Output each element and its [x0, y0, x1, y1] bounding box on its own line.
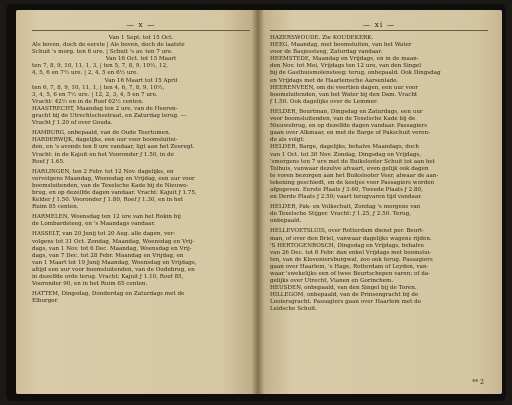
- text-line: Ruim 85 centen.: [32, 204, 79, 211]
- open-book: [16, 10, 502, 394]
- text-line: gracht bij de Utrechtschestraat, en Zaturdag terug. —: [32, 113, 187, 120]
- text-line: ƒ 1.50. Ook dagelijks over de Lemmer.: [270, 98, 378, 105]
- text-line: Vooronder 90, en in het Ruim 65 centen.: [32, 281, 148, 288]
- text-line: 'S HERTOGENBOSCH, Dingsdag en Vrijdags, behalve: [270, 242, 424, 249]
- text-line: Kelder ƒ 1.50. Vooronder ƒ 1.80, Roef ƒ 1.30, en in het: [32, 197, 184, 204]
- text-line: dags, van 1 Nov. tot 6 Dec. Maandag, Woensdag en Vrij-: [32, 245, 192, 252]
- right-page: [258, 10, 502, 394]
- text-line: Looiersgracht. Passagiers gaan over Haarlem met de: [270, 299, 422, 306]
- text-line: HATTEM, Dingsdag, Donderdag en Zaturdags met de: [32, 291, 185, 298]
- text-line: HELLEVOETSLUIS, over Rotterdam dienst per. Beurt-: [270, 228, 425, 235]
- text-line: Schuit 's morg. ten 6 ure. | Schuit 's av. ten 7 ure.: [32, 49, 173, 56]
- text-line: volgens tot 31 Oct. Zondag, Maandag, Woensdag en Vrij-: [32, 238, 195, 245]
- text-line: HEEMSTEDE, Maandag en Vrijdags, en in de maan-: [270, 56, 419, 63]
- right-page-text: [270, 35, 488, 314]
- text-line: Roef ƒ 1.65.: [32, 158, 65, 165]
- text-line: vervolgens Maandag, Woensdag en Vrijdag, een uur voor: [32, 175, 195, 182]
- text-line: HEEG, Maandag, met boomsluiten, van het Water: [270, 42, 412, 49]
- text-line: Van 16 Oct. tot 15 Maart: [105, 56, 177, 63]
- text-line: HELDER, Pak- en Volkschuit, Zondag 's morgens van: [270, 204, 421, 211]
- text-line: Tolhuis, vanwaar dezelve afvaart, even gelijk ook dagen: [270, 165, 429, 172]
- text-line: HILLEGOM, onbepaald, van de Prinsengracht bij de: [270, 292, 419, 299]
- text-line: gaan over Alkmaar, en met de Barge of Pakschuit veren-: [270, 130, 430, 137]
- text-line: dags, van 7 Dec. tot 28 Febr. Maandag en Vrijdag, en: [32, 252, 184, 259]
- text-line: HARDERWIJK, dagelijks, een uur voor boomsluitei-: [32, 137, 178, 144]
- text-line: de Texelsche Stijger. Vracht: ƒ 1.25, ƒ 2.50. Terug,: [270, 211, 411, 218]
- text-line: en Vrijdags met de Haarlemsche Aarsenlade.: [270, 77, 399, 84]
- text-line: voor de Basjessteeg, Zaturdag vandaar.: [270, 49, 383, 56]
- text-line: HELDER, Beurtman, Dingsdag en Zaturdags, een uur: [270, 108, 423, 115]
- text-line: HEERENVEEN, om de veertien dagen, een uur voor: [270, 84, 419, 91]
- text-line: van 26 Dec. tot 6 Febr. dan enkel Vrijdags met boomslui-: [270, 249, 432, 256]
- text-line: Vracht: 42½ en in de Roef 62½ centen.: [32, 98, 144, 105]
- text-line: Elburger.: [32, 298, 59, 305]
- text-line: voor boomsluitenden, van de Texelsche Kade bij de: [270, 116, 416, 123]
- text-line: 3, 4, 5, 6 en 7½ ure. | 12, 2, 3, 4, 5 en 7 ure.: [32, 91, 158, 98]
- text-line: ten 6, 7, 8, 9, 10, 11, 1, | ten 4, 6, 7, 8, 9, 10½,: [32, 84, 165, 91]
- signature-mark: ** 2: [472, 379, 484, 386]
- text-line: van 1 Oct. tot 30 Nov. Zondag, Dingsdag en Vrijdags,: [270, 151, 422, 158]
- text-line: ten 7, 8, 9, 10, 11, 1, 3, | ten 5, 7, 8, 9, 10½, 12,: [32, 63, 168, 70]
- text-line: de Lombardsteeg, en 's Maandags vandaar.: [32, 221, 156, 228]
- text-line: en Derde Plaats ƒ 2.50; vaart terugvaren tijd vandaar.: [270, 194, 423, 201]
- text-line: bij de Gasthuismolensteeg; terug, onbepaald. Ook Dingsdag: [270, 70, 441, 77]
- text-line: afgegeven. Eerste Plaats ƒ 3.60, Tweede Plaats ƒ 2.80,: [270, 186, 423, 193]
- text-line: te voren bezorgen aan het Buikslooter Veer, alwaar de aan-: [270, 172, 439, 179]
- text-line: brug, en op dezelfde dagen vandaar. Vracht: Kajuit ƒ 1.75,: [32, 189, 197, 196]
- text-line: 'smorgens ten 7 ure met de Buikslooter Schuit tot aan het: [270, 158, 435, 165]
- left-page: [16, 10, 258, 394]
- text-line: HEUSDEN, onbepaald, van den Singel bij de Toren.: [270, 285, 417, 292]
- text-line: Nieuwebrug, en op dezelfde dagen vandaar. Passagiers: [270, 123, 428, 130]
- text-line: Van 1 Sept. tot 15 Oct.: [108, 35, 174, 41]
- right-page-number: — xi —: [270, 20, 488, 31]
- left-page-number: — x —: [32, 20, 250, 31]
- text-line: HARMELEN, Woensdag ten 12 ure van het Rokin bij: [32, 214, 181, 221]
- text-line: den Nov. tot Mei, Vrijdags ten 12 ure, van den Singel: [270, 63, 422, 70]
- text-line: onbepaald.: [270, 218, 302, 225]
- text-line: van 1 Maart tot 19 Junij Maandag, Woensdag en Vrijdags,: [32, 259, 197, 266]
- text-line: HAMBURG, onbepaald, van de Oude Teertuinen.: [32, 130, 171, 137]
- text-line: in dezelfde orde terug. Vracht: Kajuit ƒ 1.10, Roef 85,: [32, 274, 184, 280]
- text-line: HAASTRECHT, Maandag ten 2 ure, van de Heeren-: [32, 105, 178, 112]
- text-line: gaan over Haarlem, 's Hage, Rotterdam of Leyden, van-: [270, 263, 429, 270]
- text-line: Leidsche Schuit.: [270, 306, 318, 313]
- text-line: waar 'swekelijks een of twee Beurtschepen varen; of da-: [270, 271, 431, 277]
- text-line: man, of over den Briel, vanwaar dagelijks wagens rijden.: [270, 235, 432, 242]
- text-line: 4, 5, 6 en 7½ ure. | 2, 4, 5 en 6½ ure.: [32, 70, 139, 77]
- text-line: gelijks over Utrecht, Vianen en Gorinchem.: [270, 278, 394, 285]
- text-line: Vracht ƒ 1.20 of over Gouda.: [32, 120, 113, 127]
- text-line: HAZERSWOUDE. Zie KOUDEKERK.: [270, 35, 374, 41]
- text-line: HASSELT, van 20 Junij tot 20 Aug. alle dagen, ver-: [32, 231, 176, 238]
- text-line: HELDER, Barge, dagelijks, behalve Maandags, doch: [270, 144, 419, 151]
- text-line: boomsluitenden, van het Water bij den Dam. Vracht: [270, 91, 418, 98]
- left-page-text: [32, 35, 250, 305]
- text-line: Als boven, doch de eerste | Als boven, doch de laatste: [32, 42, 185, 49]
- text-line: boomsluitenden, van de Texelsche Kade bij de Nieuwe-: [32, 182, 189, 189]
- text-line: de als volgt:: [270, 137, 305, 144]
- text-line: ten, van de Kloveniersburgwal, zoo ook terug. Passagiers: [270, 256, 433, 263]
- text-line: HARLINGEN, ten 2 Febr. tot 12 Nov. dagelijks, en: [32, 168, 174, 175]
- text-line: tekening geschiedt, en de kostjes voor Passagiers worden: [270, 179, 435, 186]
- text-line: den, en 's avonds ten 8 ure vandaar, ligt aan het Zeeregt.: [32, 144, 195, 151]
- book-gutter: [252, 10, 264, 394]
- text-line: altijd een uur voor boomsluitenden, van de Oudebrug, en: [32, 266, 195, 273]
- text-line: Vracht: in de Kajuit en het Vooronder ƒ 1.50, in de: [32, 151, 174, 158]
- text-line: Van 16 Maart tot 15 April: [104, 77, 178, 84]
